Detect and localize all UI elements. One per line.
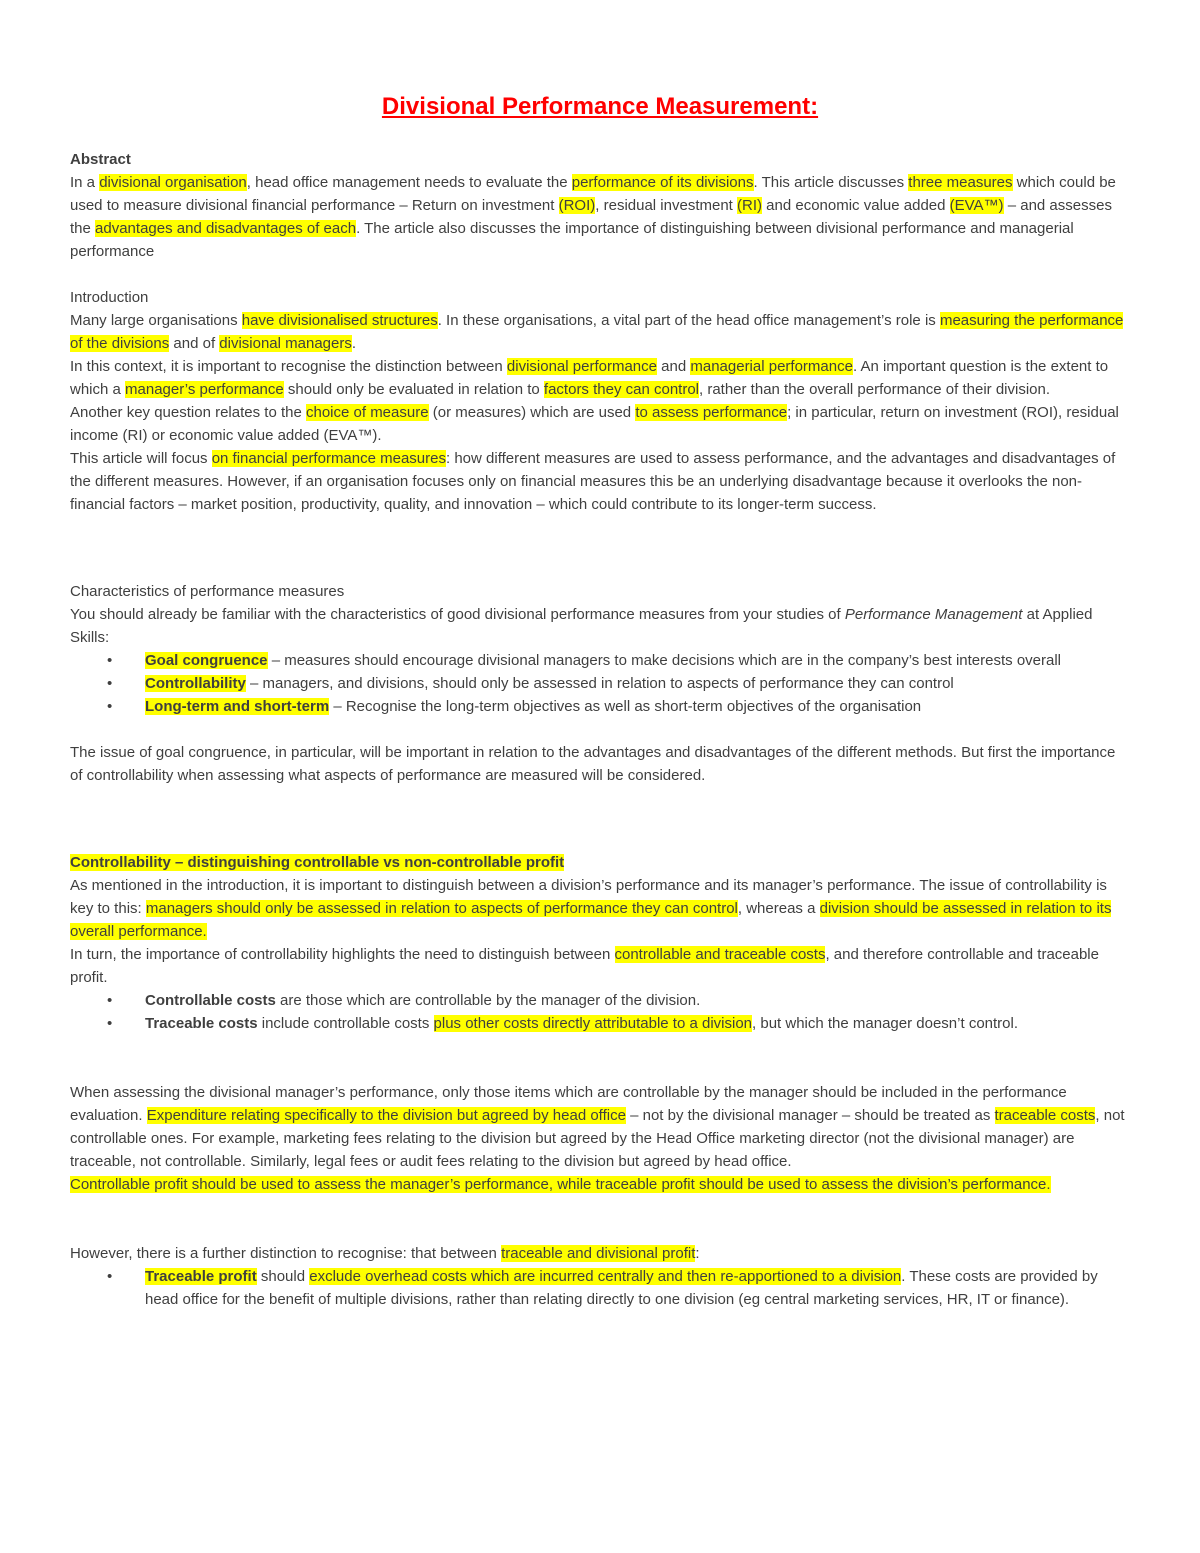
- text-segment: divisional organisation: [99, 174, 247, 191]
- text-segment: . An important question is the extent to which a: [70, 358, 1109, 398]
- text-segment: , rather than the overall performance of their division.: [699, 381, 1051, 398]
- text-segment: divisional managers: [219, 335, 352, 352]
- text-segment: Goal congruence: [145, 652, 268, 669]
- text-segment: , not controllable ones. For example, marketing fees relating to the division but agreed by the Head Office marketing director (not the divisional manager) are traceable, not controllable. Similarly, legal fees or audit fees relating to the division but agreed by head office.: [70, 1107, 1125, 1170]
- text-segment: This article will focus: [70, 450, 212, 467]
- text-segment: Another key question relates to the: [70, 404, 306, 421]
- text-segment: . The article also discusses the importance of distinguishing between divisional performance and managerial performance: [70, 220, 1074, 260]
- introduction-paragraph-2: [70, 355, 1130, 401]
- section-abstract: [70, 148, 1130, 263]
- abstract-heading: Abstract: [70, 151, 131, 168]
- text-segment: , and therefore controllable and traceable profit.: [70, 946, 1099, 986]
- text-segment: Many large organisations: [70, 312, 242, 329]
- characteristics-bullet-list: [70, 649, 1130, 718]
- text-segment: :: [695, 1245, 700, 1262]
- text-segment: , whereas a: [737, 900, 820, 917]
- text-segment: traceable costs: [994, 1107, 1096, 1124]
- introduction-paragraph-3: [70, 401, 1130, 447]
- text-segment: In a: [70, 174, 100, 191]
- text-segment: Performance Management: [844, 606, 1023, 623]
- text-segment: (or measures) which are used: [428, 404, 636, 421]
- text-segment: Controllable profit should be used to assess the manager’s performance, while traceable profit should be used to assess the division’s performance.: [70, 1176, 1051, 1193]
- text-segment: plus other costs directly attributable to a division: [433, 1015, 753, 1032]
- text-segment: However, there is a further distinction to recognise: that between: [70, 1245, 502, 1262]
- text-segment: You should already be familiar with the characteristics of good divisional performance measures from your studies of: [70, 606, 845, 623]
- controllability-paragraph-4: [70, 1173, 1130, 1196]
- text-segment: .: [351, 335, 357, 352]
- text-segment: , residual investment: [595, 197, 737, 214]
- text-segment: , but which the manager doesn’t control.: [752, 1015, 1019, 1032]
- section-controllability: [70, 851, 1130, 1311]
- bullet-traceable-profit: [70, 1265, 1130, 1311]
- text-segment: controllable and traceable costs: [614, 946, 826, 963]
- text-segment: measuring the performance of the divisions: [70, 312, 1124, 352]
- text-segment: In turn, the importance of controllability highlights the need to distinguish between: [70, 946, 615, 963]
- introduction-paragraph-1: [70, 309, 1130, 355]
- text-segment: to assess performance: [635, 404, 788, 421]
- introduction-paragraph-4: [70, 447, 1130, 516]
- text-segment: , head office management needs to evaluate the: [246, 174, 572, 191]
- text-segment: Traceable costs: [145, 1015, 258, 1032]
- text-segment: Long-term and short-term: [145, 698, 330, 715]
- bullet-controllability: [70, 672, 1130, 695]
- text-segment: When assessing the divisional manager’s performance, only those items which are controllable by the manager should be included in the performance evaluation.: [70, 1084, 1067, 1124]
- text-segment: exclude overhead costs which are incurred centrally and then re-apportioned to a division: [309, 1268, 902, 1285]
- text-segment: which could be used to measure divisional financial performance – Return on investment: [70, 174, 1116, 214]
- text-segment: and of: [169, 335, 220, 352]
- controllability-paragraph-3: [70, 1081, 1130, 1173]
- text-segment: As mentioned in the introduction, it is important to distinguish between a division’s performance and its manager’s performance. The issue of controllability is key to this:: [70, 877, 1107, 917]
- bullet-traceable-costs: [70, 1012, 1130, 1035]
- characteristics-heading: Characteristics of performance measures: [70, 583, 345, 600]
- controllability-paragraph-1: [70, 874, 1130, 943]
- text-segment: ; in particular, return on investment (ROI), residual income (RI) or economic value added (EVA™).: [70, 404, 1119, 444]
- text-segment: should only be evaluated in relation to: [283, 381, 544, 398]
- controllability-paragraph-2: [70, 943, 1130, 989]
- text-segment: have divisionalised structures: [241, 312, 438, 329]
- text-segment: at Applied Skills:: [70, 606, 1093, 646]
- text-segment: – managers, and divisions, should only be assessed in relation to aspects of performance they can control: [245, 675, 954, 692]
- text-segment: The issue of goal congruence, in particular, will be important in relation to the advantages and disadvantages of the different methods. But first the importance of controllability when assessing what aspects of performance are measured will be considered.: [70, 744, 1116, 784]
- text-segment: . This article discusses: [753, 174, 909, 191]
- text-segment: Controllability: [145, 675, 246, 692]
- bullet-long-and-short-term: [70, 695, 1130, 718]
- text-segment: managers should only be assessed in relation to aspects of performance they can control: [145, 900, 738, 917]
- text-segment: Controllable costs: [145, 992, 276, 1009]
- introduction-heading: Introduction: [70, 289, 149, 306]
- controllability-heading: [70, 851, 1130, 874]
- text-segment: Controllability – distinguishing controllable vs non-controllable profit: [70, 854, 565, 871]
- text-segment: – and assesses the: [70, 197, 1112, 237]
- text-segment: – not by the divisional manager – should be treated as: [625, 1107, 995, 1124]
- profit-bullet-list: [70, 1265, 1130, 1311]
- section-characteristics: [70, 580, 1130, 787]
- text-segment: : how different measures are used to assess performance, and the advantages and disadvantages of the different measures. However, if an organisation focuses only on financial measures this be an underlying disadvantage because it overlooks the non-financial factors – market position, productivity, quality, and innovation – which could contribute to its longer-term success.: [70, 450, 1116, 513]
- text-segment: on financial performance measures: [211, 450, 446, 467]
- document-title: Divisional Performance Measurement:: [381, 93, 819, 120]
- text-segment: . In these organisations, a vital part of the head office management’s role is: [437, 312, 940, 329]
- section-introduction: [70, 286, 1130, 516]
- text-segment: division should be assessed in relation to its overall performance.: [70, 900, 1112, 940]
- characteristics-paragraph-2: [70, 741, 1130, 787]
- bullet-controllable-costs: [70, 989, 1130, 1012]
- text-segment: . These costs are provided by head office for the benefit of multiple divisions, rather than relating directly to one division (eg central marketing services, HR, IT or finance).: [145, 1268, 1098, 1308]
- text-segment: Traceable profit: [145, 1268, 257, 1285]
- controllability-paragraph-5: [70, 1242, 1130, 1265]
- text-segment: choice of measure: [305, 404, 429, 421]
- text-segment: are those which are controllable by the manager of the division.: [275, 992, 701, 1009]
- text-segment: advantages and disadvantages of each: [95, 220, 357, 237]
- text-segment: traceable and divisional profit: [501, 1245, 696, 1262]
- text-segment: and economic value added: [762, 197, 950, 214]
- text-segment: – Recognise the long-term objectives as well as short-term objectives of the organisation: [329, 698, 922, 715]
- text-segment: include controllable costs: [257, 1015, 434, 1032]
- text-segment: managerial performance: [690, 358, 853, 375]
- bullet-goal-congruence: [70, 649, 1130, 672]
- abstract-paragraph: [70, 171, 1130, 263]
- text-segment: and: [656, 358, 691, 375]
- text-segment: performance of its divisions: [571, 174, 754, 191]
- text-segment: three measures: [908, 174, 1013, 191]
- text-segment: factors they can control: [543, 381, 699, 398]
- text-segment: Expenditure relating specifically to the division but agreed by head office: [146, 1107, 626, 1124]
- characteristics-paragraph-1: [70, 603, 1130, 649]
- text-segment: divisional performance: [506, 358, 657, 375]
- costs-bullet-list: [70, 989, 1130, 1035]
- text-segment: (RI): [737, 197, 762, 214]
- text-segment: should: [256, 1268, 310, 1285]
- text-segment: manager’s performance: [125, 381, 284, 398]
- text-segment: (EVA™): [949, 197, 1004, 214]
- text-segment: – measures should encourage divisional managers to make decisions which are in the company’s best interests overall: [267, 652, 1062, 669]
- text-segment: (ROI): [558, 197, 596, 214]
- text-segment: In this context, it is important to recognise the distinction between: [70, 358, 507, 375]
